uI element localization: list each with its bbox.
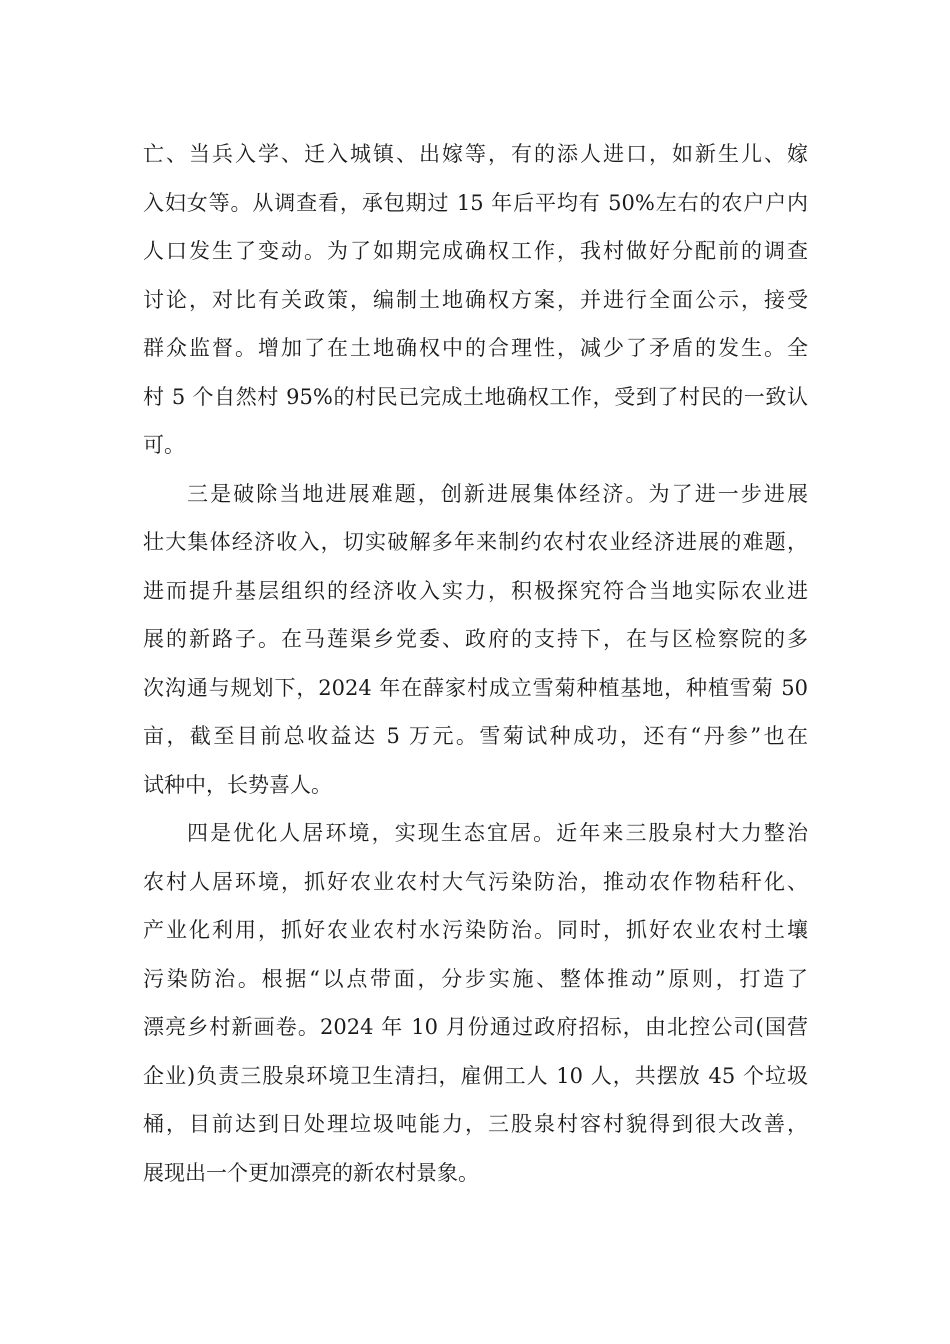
text-line: 村 5 个自然村 95%的村民已完成土地确权工作，受到了村民的一致认 <box>143 384 808 409</box>
text-line: 进而提升基层组织的经济收入实力，积极探究符合当地实际农业进 <box>143 578 808 603</box>
text-line: 展的新路子。在马莲渠乡党委、政府的支持下，在与区检察院的多 <box>143 627 808 651</box>
text-line: 三是破除当地进展难题，创新进展集体经济。为了进一步进展 <box>187 481 808 506</box>
text-line: 可。 <box>143 433 185 457</box>
text-line: 人口发生了变动。为了如期完成确权工作，我村做好分配前的调查 <box>143 239 808 263</box>
text-line: 桶，目前达到日处理垃圾吨能力，三股泉村容村貌得到很大改善， <box>143 1112 808 1136</box>
text-line: 企业)负责三股泉环境卫生清扫，雇佣工人 10 人，共摆放 45 个垃圾 <box>143 1063 808 1088</box>
text-line: 亡、当兵入学、迁入城镇、出嫁等，有的添人进口，如新生儿、嫁 <box>143 142 808 166</box>
text-line: 试种中，长势喜人。 <box>143 772 332 797</box>
text-line: 群众监督。增加了在土地确权中的合理性，减少了矛盾的发生。全 <box>143 336 808 360</box>
text-line: 亩，截至目前总收益达 5 万元。雪菊试种成功，还有“丹参”也在 <box>143 724 808 748</box>
paragraph-2 <box>143 470 808 810</box>
paragraph-1 <box>143 130 808 470</box>
text-line: 入妇女等。从调查看，承包期过 15 年后平均有 50%左右的农户户内 <box>143 190 808 215</box>
text-line: 农村人居环境，抓好农业农村大气污染防治，推动农作物秸秆化、 <box>143 869 808 894</box>
text-line: 次沟通与规划下，2024 年在薛家村成立雪菊种植基地，种植雪菊 50 <box>143 675 808 700</box>
text-line: 展现出一个更加漂亮的新农村景象。 <box>143 1160 479 1185</box>
text-line: 漂亮乡村新画卷。2024 年 10 月份通过政府招标，由北控公司(国营 <box>143 1015 808 1039</box>
document-body <box>143 130 808 1197</box>
text-line: 污染防治。根据“以点带面，分步实施、整体推动”原则，打造了 <box>143 966 808 991</box>
text-line: 壮大集体经济收入，切实破解多年来制约农村农业经济进展的难题， <box>143 530 808 554</box>
paragraph-3 <box>143 809 808 1197</box>
text-line: 四是优化人居环境，实现生态宜居。近年来三股泉村大力整治 <box>187 821 808 845</box>
text-line: 讨论，对比有关政策，编制土地确权方案，并进行全面公示，接受 <box>143 287 808 312</box>
text-line: 产业化利用，抓好农业农村水污染防治。同时，抓好农业农村土壤 <box>143 918 808 942</box>
